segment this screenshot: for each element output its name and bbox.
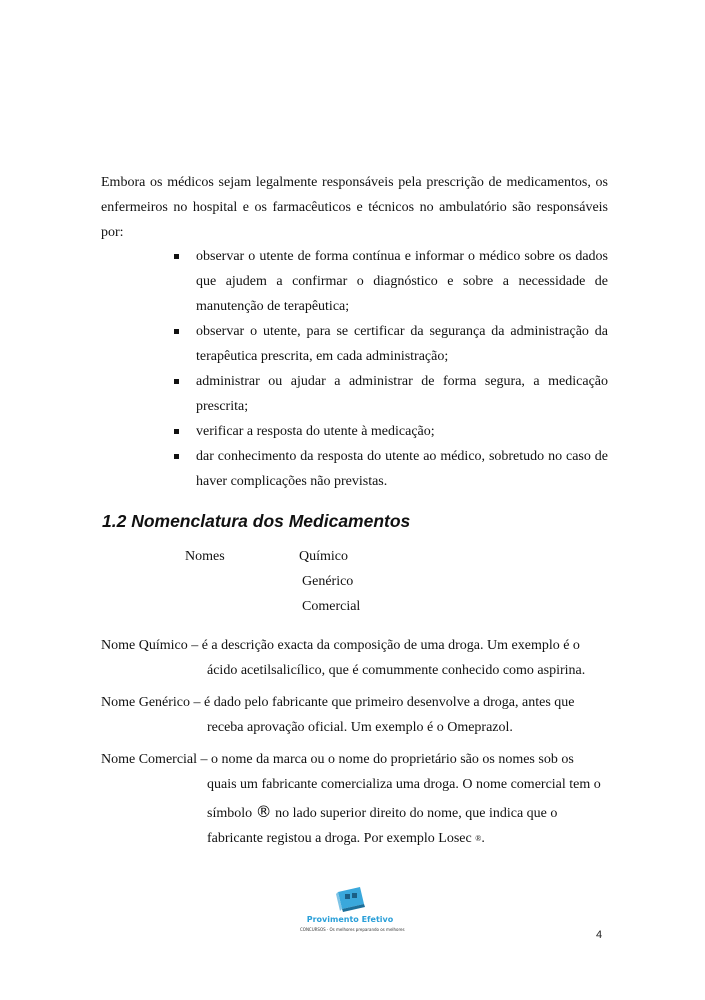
definition-text: ácido acetilsalicílico, que é comummente conhecido como aspirina. — [207, 663, 586, 678]
definition-text — [207, 830, 485, 848]
bullet-icon — [174, 379, 179, 384]
page-number: 4 — [596, 929, 603, 941]
list-item-text: observar o utente, para se certificar da segurança da administração da — [196, 324, 608, 339]
list-item-text: observar o utente de forma contínua e informar o médico sobre os dados — [196, 249, 608, 264]
definition-text: quais um fabricante comercializa uma droga. O nome comercial tem o — [207, 777, 601, 792]
registered-symbol-small: ® — [475, 834, 482, 843]
name-type-generico: Genérico — [302, 574, 354, 589]
bullet-icon — [174, 329, 179, 334]
logo-graphic-icon — [310, 884, 390, 914]
registered-symbol: ® — [255, 802, 272, 821]
list-item-text: administrar ou ajudar a administrar de forma segura, a medicação — [196, 374, 608, 389]
intro-line-1: Embora os médicos sejam legalmente responsáveis pela prescrição de medicamentos, os — [101, 175, 608, 190]
name-type-comercial: Comercial — [302, 599, 361, 614]
intro-line-3: por: — [101, 225, 124, 240]
definition-text: Nome Comercial – o nome da marca ou o nome do proprietário são os nomes sob os — [101, 752, 574, 767]
names-label: Nomes — [185, 549, 225, 564]
footer-logo — [300, 884, 405, 944]
text-fragment: símbolo — [207, 806, 256, 821]
definition-text: Nome Químico – é a descrição exacta da composição de uma droga. Um exemplo é o — [101, 638, 580, 653]
section-heading: 1.2 Nomenclatura dos Medicamentos — [102, 511, 411, 531]
logo-name: Provimento Efetivo — [306, 915, 394, 924]
definition-text: receba aprovação oficial. Um exemplo é o Omeprazol. — [207, 720, 513, 735]
list-item-text: terapêutica prescrita, em cada administração; — [196, 349, 449, 364]
list-item-text: haver complicações não previstas. — [196, 474, 388, 489]
text-fragment: . — [481, 831, 485, 846]
bullet-icon — [174, 454, 179, 459]
bullet-icon — [174, 429, 179, 434]
definition-text: Nome Genérico – é dado pelo fabricante que primeiro desenvolve a droga, antes que — [101, 695, 575, 710]
list-item-text: verificar a resposta do utente à medicação; — [196, 424, 435, 439]
list-item-text: que ajudem a confirmar o diagnóstico e sobre a necessidade de — [196, 274, 608, 289]
definition-text — [207, 803, 557, 821]
list-item-text: manutenção de terapêutica; — [196, 299, 350, 314]
intro-line-2: enfermeiros no hospital e os farmacêuticos e técnicos no ambulatório são responsáveis — [101, 200, 608, 215]
name-type-quimico: Químico — [299, 549, 348, 564]
list-item-text: dar conhecimento da resposta do utente ao médico, sobretudo no caso de — [196, 449, 608, 464]
list-item-text: prescrita; — [196, 399, 249, 414]
logo-tagline: CONCURSOS · Os melhores preparando os melhores — [300, 927, 405, 932]
bullet-icon — [174, 254, 179, 259]
text-fragment: no lado superior direito do nome, que indica que o — [271, 806, 558, 821]
text-fragment: fabricante registou a droga. Por exemplo Losec — [207, 831, 476, 846]
